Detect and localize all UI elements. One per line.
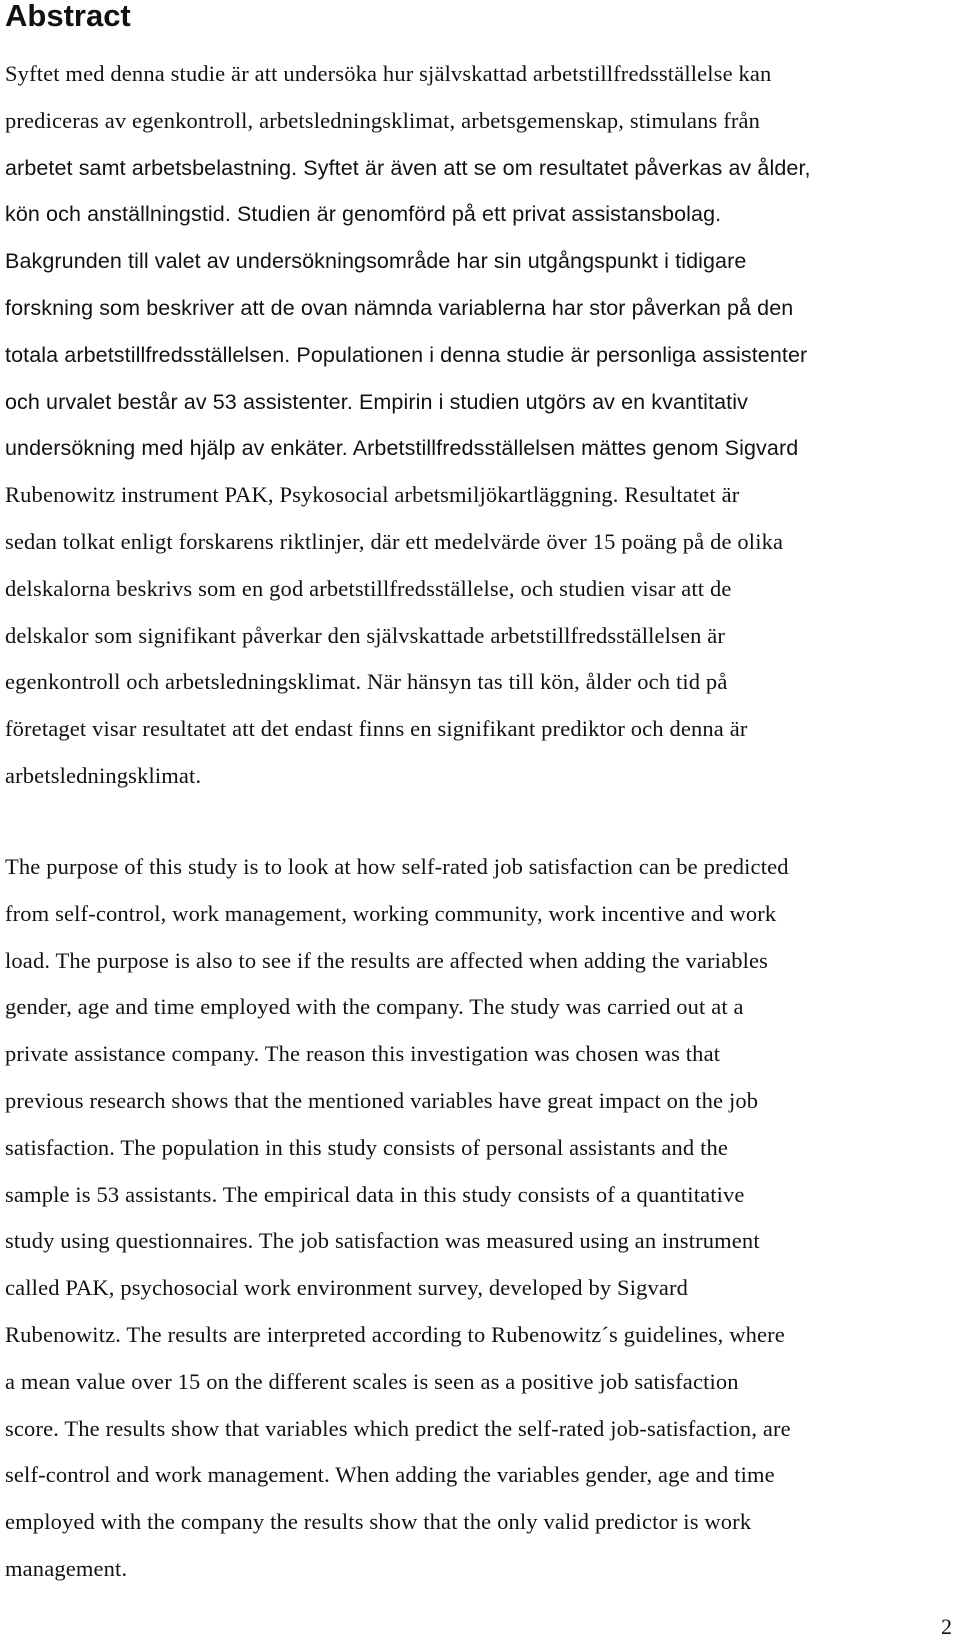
- text-line: private assistance company. The reason this investigation was chosen was that: [5, 1041, 721, 1067]
- text-line: gender, age and time employed with the company. The study was carried out at a: [5, 994, 744, 1020]
- text-line: employed with the company the results show that the only valid predictor is work: [5, 1509, 752, 1535]
- text-line: satisfaction. The population in this study consists of personal assistants and the: [5, 1134, 729, 1160]
- text-line: management.: [5, 1555, 128, 1581]
- text-line: arbetsledningsklimat.: [5, 762, 202, 788]
- text-line: kön och anställningstid. Studien är genomförd på ett privat assistansbolag.: [5, 202, 722, 227]
- english-abstract-paragraph: [5, 844, 953, 1593]
- text-line: delskalor som signifikant påverkar den självskattade arbetstillfredsställelsen är: [5, 622, 726, 648]
- text-line: företaget visar resultatet att det endast finns en signifikant prediktor och denna är: [5, 716, 748, 742]
- text-line: Syftet med denna studie är att undersöka hur självskattad arbetstillfredsställelse kan: [5, 61, 772, 86]
- text-line: from self-control, work management, working community, work incentive and work: [5, 900, 777, 926]
- text-line: egenkontroll och arbetsledningsklimat. När hänsyn tas till kön, ålder och tid på: [5, 669, 728, 695]
- text-line: self-control and work management. When adding the variables gender, age and time: [5, 1462, 775, 1488]
- text-line: called PAK, psychosocial work environment survey, developed by Sigvard: [5, 1275, 689, 1301]
- text-line: study using questionnaires. The job satisfaction was measured using an instrument: [5, 1228, 760, 1254]
- text-line: sample is 53 assistants. The empirical data in this study consists of a quantitative: [5, 1181, 745, 1207]
- text-line: delskalorna beskrivs som en god arbetstillfredsställelse, och studien visar att de: [5, 575, 732, 601]
- text-line: undersökning med hjälp av enkäter. Arbetstillfredsställelsen mättes genom Sigvard: [5, 436, 799, 461]
- text-line: Rubenowitz. The results are interpreted according to Rubenowitz´s guidelines, where: [5, 1321, 785, 1347]
- text-line: forskning som beskriver att de ovan nämnda variablerna har stor påverkan på den: [5, 295, 794, 320]
- text-line: totala arbetstillfredsställelsen. Populationen i denna studie är personliga assistenter: [5, 342, 808, 367]
- text-line: load. The purpose is also to see if the results are affected when adding the variables: [5, 947, 769, 973]
- text-line: Rubenowitz instrument PAK, Psykosocial arbetsmiljökartläggning. Resultatet är: [5, 482, 740, 508]
- text-line: Bakgrunden till valet av undersökningsområde har sin utgångspunkt i tidigare: [5, 249, 747, 274]
- text-line: previous research shows that the mentioned variables have great impact on the job: [5, 1087, 759, 1113]
- text-line: score. The results show that variables which predict the self-rated job-satisfaction, are: [5, 1415, 791, 1441]
- text-line: a mean value over 15 on the different scales is seen as a positive job satisfaction: [5, 1368, 739, 1394]
- text-line: och urvalet består av 53 assistenter. Empirin i studien utgörs av en kvantitativ: [5, 389, 748, 414]
- text-line: arbetet samt arbetsbelastning. Syftet är även att se om resultatet påverkas av ålder,: [5, 155, 811, 180]
- page-number: 2: [941, 1614, 952, 1639]
- swedish-abstract-paragraph: [5, 51, 953, 800]
- text-line: sedan tolkat enligt forskarens riktlinjer, där ett medelvärde över 15 poäng på de olika: [5, 528, 784, 554]
- abstract-heading: Abstract: [5, 0, 131, 33]
- text-line: The purpose of this study is to look at how self-rated job satisfaction can be predicted: [5, 854, 789, 879]
- text-line: prediceras av egenkontroll, arbetsledningsklimat, arbetsgemenskap, stimulans från: [5, 107, 761, 133]
